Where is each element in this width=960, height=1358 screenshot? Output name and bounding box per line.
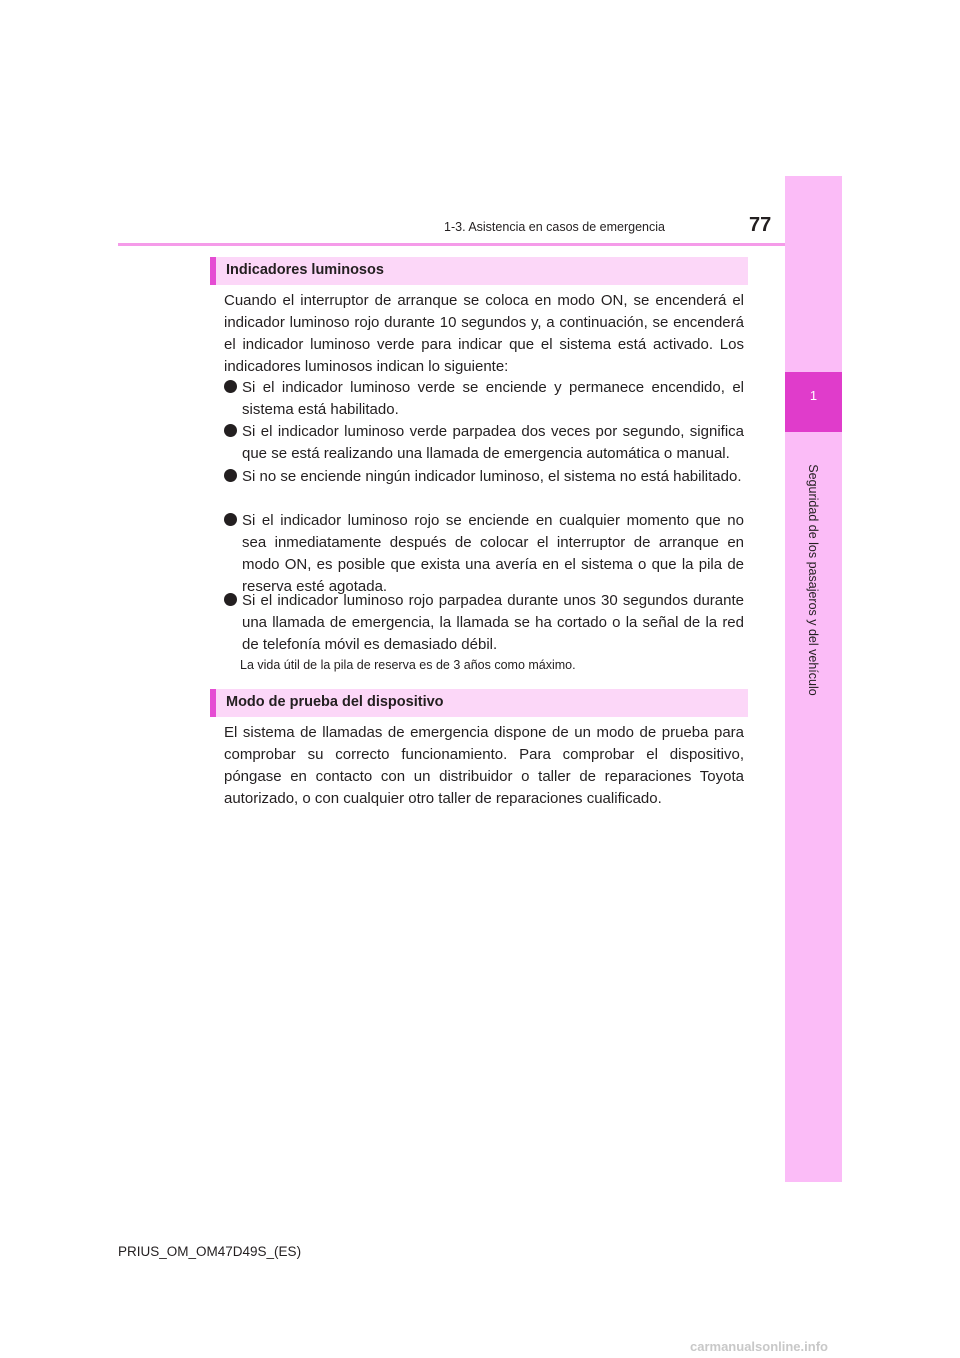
document-code: PRIUS_OM_OM47D49S_(ES) bbox=[118, 1244, 302, 1259]
bullet-text: Si el indicador luminoso verde parpadea dos veces por segundo, significa que se está realizando una llamada de emergencia automática o manual. bbox=[242, 423, 744, 462]
bullet-dot-icon bbox=[224, 593, 237, 606]
section-heading-bar bbox=[210, 689, 748, 717]
bullet-dot-icon bbox=[224, 469, 237, 482]
intro-paragraph: Cuando el interruptor de arranque se coloca en modo ON, se encenderá el indicador luminoso rojo durante 10 segundos y, a continuación, se encenderá el indicador luminoso verde para indicar que el sistema está activado. Los indicadores luminosos indican lo siguiente: bbox=[224, 292, 744, 375]
bullet-text: Si el indicador luminoso rojo parpadea durante unos 30 segundos durante una llamada de emergencia, la llamada se ha cortado o la señal de la red de telefonía móvil es demasiado débil. bbox=[242, 592, 744, 653]
bullet-dot-icon bbox=[224, 380, 237, 393]
bullet-item bbox=[224, 466, 744, 488]
section-heading: Indicadores luminosos bbox=[226, 262, 384, 278]
bullet-item bbox=[224, 377, 744, 421]
bullet-text: Si el indicador luminoso rojo se enciende en cualquier momento que no sea inmediatamente después de colocar el interruptor de arranque en modo ON, es posible que exista una avería en el sistema o que la pila de reserva esté agotada. bbox=[242, 512, 744, 595]
body-paragraph: El sistema de llamadas de emergencia dispone de un modo de prueba para comprobar su correcto funcionamiento. Para comprobar el dispositivo, póngase en contacto con un distribuidor o taller de reparaciones Toyota autorizado, o con cualquier otro taller de reparaciones cualificado. bbox=[224, 724, 744, 807]
chapter-number: 1 bbox=[809, 388, 818, 403]
bullet-text: Si el indicador luminoso verde se enciende y permanece encendido, el sistema está habilitado. bbox=[242, 379, 744, 418]
bullet-dot-icon bbox=[224, 424, 237, 437]
bullet-item bbox=[224, 590, 744, 656]
bullet-item bbox=[224, 510, 744, 598]
watermark-text: carmanualsonline.info bbox=[690, 1339, 828, 1354]
bullet-text: Si no se enciende ningún indicador luminoso, el sistema no está habilitado. bbox=[242, 468, 742, 485]
section-heading-bar bbox=[210, 257, 748, 285]
header-divider bbox=[118, 243, 785, 246]
section-heading: Modo de prueba del dispositivo bbox=[226, 694, 444, 710]
bullet-dot-icon bbox=[224, 513, 237, 526]
chapter-title: Seguridad de los pasajeros y del vehículo bbox=[806, 464, 820, 696]
bullet-item bbox=[224, 421, 744, 465]
page-number: 77 bbox=[749, 214, 772, 236]
header-section-title: 1-3. Asistencia en casos de emergencia bbox=[444, 220, 665, 234]
note-text: La vida útil de la pila de reserva es de 3 años como máximo. bbox=[240, 658, 576, 672]
